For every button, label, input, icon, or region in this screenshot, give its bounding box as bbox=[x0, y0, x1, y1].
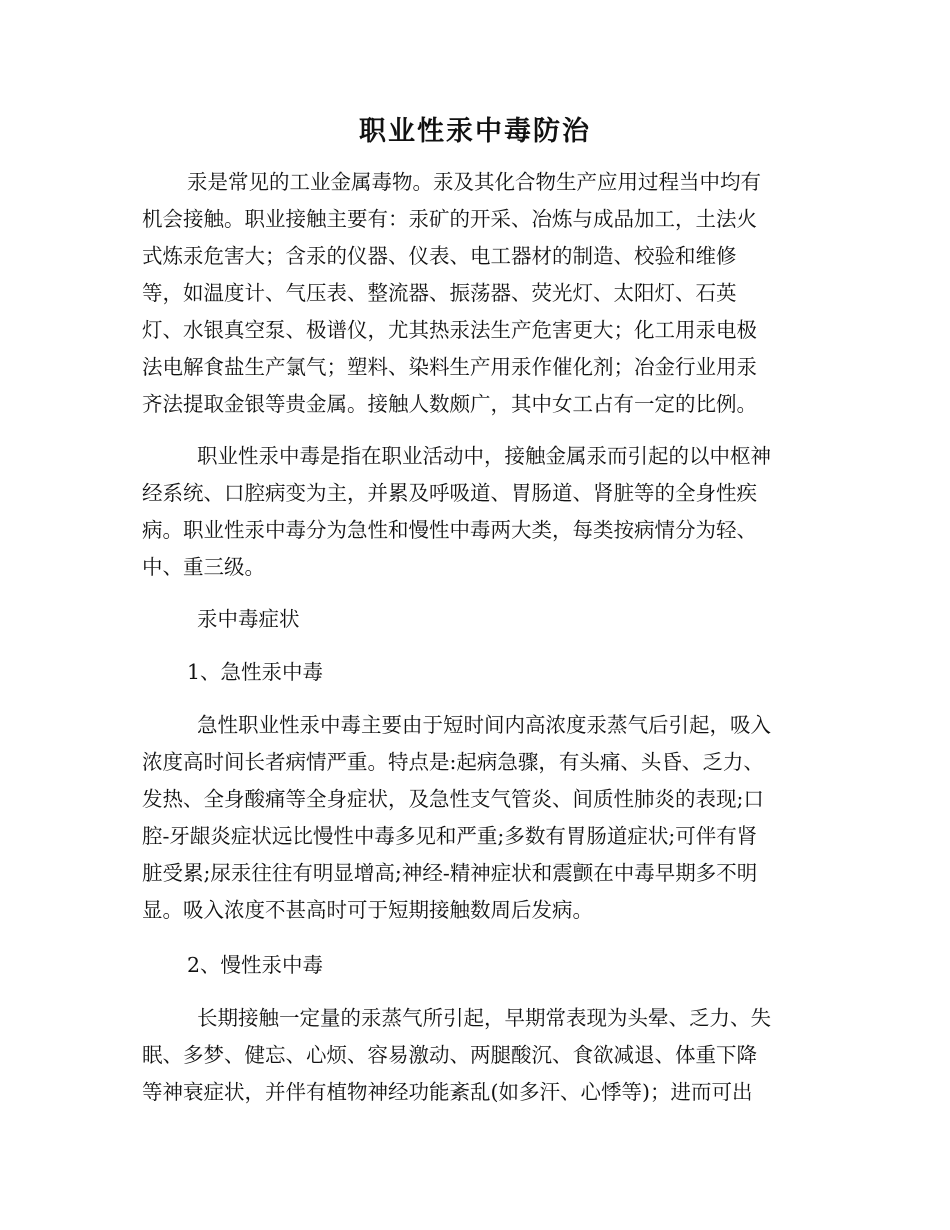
paragraph-acute-line-5: 脏受累;尿汞往往有明显增高;神经-精神症状和震颤在中毒早期多不明 bbox=[142, 861, 758, 885]
paragraph-2-line-1: 职业性汞中毒是指在职业活动中，接触金属汞而引起的以中枢神 bbox=[197, 444, 771, 468]
paragraph-1-line-1: 汞是常见的工业金属毒物。汞及其化合物生产应用过程当中均有 bbox=[187, 170, 761, 194]
section-heading-symptoms: 汞中毒症状 bbox=[197, 607, 300, 631]
paragraph-2-line-2: 经系统、口腔病变为主，并累及呼吸道、胃肠道、肾脏等的全身性疾 bbox=[142, 481, 757, 505]
paragraph-1-line-7: 齐法提取金银等贵金属。接触人数颇广，其中女工占有一定的比例。 bbox=[142, 392, 757, 416]
document-title: 职业性汞中毒防治 bbox=[359, 116, 591, 147]
paragraph-acute-line-4: 腔-牙龈炎症状远比慢性中毒多见和严重;多数有胃肠道症状;可伴有肾 bbox=[142, 824, 758, 848]
subheading-chronic: 2、慢性汞中毒 bbox=[187, 953, 324, 977]
paragraph-1-line-5: 灯、水银真空泵、极谱仪，尤其热汞法生产危害更大；化工用汞电极 bbox=[142, 318, 757, 342]
paragraph-2-line-3: 病。职业性汞中毒分为急性和慢性中毒两大类，每类按病情分为轻、 bbox=[142, 518, 757, 542]
paragraph-chronic-line-1: 长期接触一定量的汞蒸气所引起，早期常表现为头晕、乏力、失 bbox=[197, 1006, 771, 1030]
paragraph-1-line-2: 机会接触。职业接触主要有：汞矿的开采、冶炼与成品加工，土法火 bbox=[142, 207, 757, 231]
paragraph-2-line-4: 中、重三级。 bbox=[142, 555, 265, 579]
paragraph-acute-line-3: 发热、全身酸痛等全身症状，及急性支气管炎、间质性肺炎的表现;口 bbox=[142, 787, 764, 811]
paragraph-acute-line-1: 急性职业性汞中毒主要由于短时间内高浓度汞蒸气后引起，吸入 bbox=[197, 713, 771, 737]
paragraph-1-line-3: 式炼汞危害大；含汞的仪器、仪表、电工器材的制造、校验和维修 bbox=[142, 244, 737, 268]
paragraph-acute-line-6: 显。吸入浓度不甚高时可于短期接触数周后发病。 bbox=[142, 898, 593, 922]
paragraph-chronic-line-3: 等神衰症状，并伴有植物神经功能紊乱(如多汗、心悸等)；进而可出 bbox=[142, 1080, 753, 1104]
subheading-acute: 1、急性汞中毒 bbox=[187, 660, 324, 684]
paragraph-1-line-6: 法电解食盐生产氯气；塑料、染料生产用汞作催化剂；冶金行业用汞 bbox=[142, 355, 757, 379]
paragraph-acute-line-2: 浓度高时间长者病情严重。特点是:起病急骤，有头痛、头昏、乏力、 bbox=[142, 750, 764, 774]
paragraph-1-line-4: 等，如温度计、气压表、整流器、振荡器、荧光灯、太阳灯、石英 bbox=[142, 281, 737, 305]
paragraph-chronic-line-2: 眠、多梦、健忘、心烦、容易激动、两腿酸沉、食欲减退、体重下降 bbox=[142, 1043, 757, 1067]
